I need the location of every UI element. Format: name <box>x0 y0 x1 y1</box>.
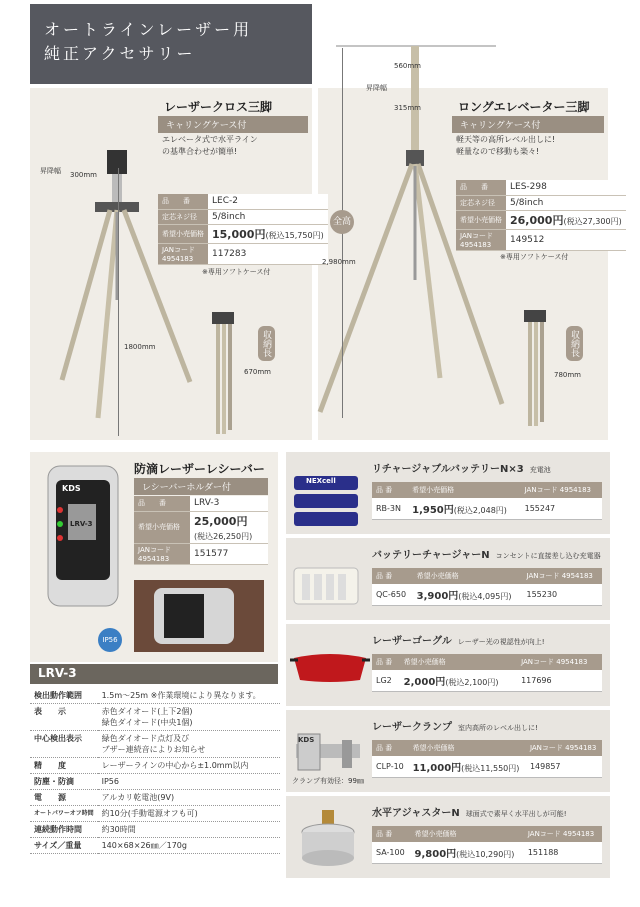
header-line1: オートラインレーザー用 <box>44 20 253 39</box>
accessory-battery <box>286 452 610 534</box>
clamp-brand: KDS <box>298 736 315 744</box>
clamp-caption: クランプ有効径：99㎜ <box>292 777 364 785</box>
receiver-title: 防滴レーザーレシーバー <box>134 462 265 476</box>
goggle-title: レーザーゴーグル レーザー光の視認性が向上! <box>372 636 545 647</box>
accessory-goggle <box>286 624 610 706</box>
header-banner <box>30 4 312 84</box>
cross-tripod-image <box>50 150 210 430</box>
battery-brand: NEXcell <box>306 477 336 485</box>
receiver-brand: KDS <box>62 484 81 493</box>
battery-title: リチャージャブルバッテリーN×3 充電池 <box>372 464 551 475</box>
long-note: ※専用ソフトケース付 <box>500 253 569 261</box>
cross-height-value: 1800mm <box>124 343 156 351</box>
adjuster-table: 品 番 希望小売価格 JANコード 4954183 SA-100 9,800円(税込10,290円) 151188 <box>372 826 602 864</box>
clamp-title: レーザークランプ 室内高所のレベル出しに! <box>372 722 538 733</box>
receiver-image <box>44 464 124 614</box>
adjuster-title: 水平アジャスターN 球面式で素早く水平出しが可能! <box>372 808 567 819</box>
ip56-badge: IP56 <box>98 628 122 652</box>
cross-title: レーザークロス三脚 <box>164 100 273 114</box>
cross-spec-table: 品 番 LEC-2 定芯ネジ径 5/8inch 希望小売価格 15,000円(税込15,750円) JANコード 4954183 117283 <box>158 194 328 265</box>
clamp-table: 品 番 希望小売価格 JANコード 4954183 CLP-10 11,000円(税込11,550円) 149857 <box>372 740 602 778</box>
cross-stored-value: 670mm <box>244 368 271 376</box>
adjuster-image <box>294 808 362 872</box>
receiver-spec-list: 検出動作範囲 1.5m〜25m ※作業環境により異なります。 表 示 赤色ダイオード(上下2個) 緑色ダイオード(中央1個) 中心検出表示 緑色ダイオード点灯及び ブザー連続音によりお知らせ 精 度 レーザーラインの中心から±1.0mm以内 防塵・防滴 IP56 電 源 アルカリ乾電池(9V) オートパワーオフ時間 約10分(手動電源オフも可) 連続動作時間 約30時間 サイズ／重量 140×68×26㎜／170g <box>30 688 280 854</box>
long-lift-value: 315mm <box>394 104 421 112</box>
long-stored-value: 780mm <box>554 371 581 379</box>
accessory-clamp <box>286 710 610 792</box>
cross-lift-label: 昇降幅 <box>40 167 61 175</box>
long-full-label: 全高 <box>330 210 354 234</box>
receiver-spec-title: LRV-3 <box>30 664 278 684</box>
receiver-model: LRV-3 <box>70 520 93 528</box>
long-top-value: 560mm <box>394 62 421 70</box>
long-desc2: 軽量なので移動も楽々! <box>456 147 540 156</box>
charger-table: 品 番 希望小売価格 JANコード 4954183 QC-650 3,900円(税込4,095円) 155230 <box>372 568 602 606</box>
long-lift-label: 昇降幅 <box>366 84 387 92</box>
long-subtitle: キャリングケース付 <box>452 116 604 133</box>
cross-note: ※専用ソフトケース付 <box>202 268 271 276</box>
accessory-charger <box>286 538 610 620</box>
long-spec-table: 品 番 LES-298 定芯ネジ径 5/8inch 希望小売価格 26,000円(税込27,300円) JANコード 4954183 149512 <box>456 180 626 251</box>
header-line2: 純正アクセサリー <box>44 44 196 63</box>
long-stored-image <box>522 310 552 430</box>
goggle-table: 品 番 希望小売価格 JANコード 4954183 LG2 2,000円(税込2,100円) 117696 <box>372 654 602 692</box>
charger-title: バッテリーチャージャーN コンセントに直接差し込む充電器 <box>372 550 601 561</box>
receiver-photo <box>134 580 264 652</box>
long-title: ロングエレベーター三脚 <box>458 100 590 114</box>
cross-stored-image <box>210 312 240 438</box>
cross-subtitle: キャリングケース付 <box>158 116 308 133</box>
long-full-value: 2,980mm <box>322 258 356 266</box>
long-stored-tag: 収納長 <box>566 326 583 361</box>
cross-height-line <box>118 168 119 436</box>
accessory-adjuster <box>286 796 610 878</box>
receiver-spec-table: 品 番 LRV-3 希望小売価格 25,000円 (税込26,250円) JANコード 4954183 151577 <box>134 496 268 565</box>
receiver-subtitle: レシーバーホルダー付 <box>134 478 268 495</box>
cross-desc1: エレベータ式で水平ライン <box>162 135 258 144</box>
cross-stored-tag: 収納長 <box>258 326 275 361</box>
battery-table: 品 番 希望小売価格 JANコード 4954183 RB-3N 1,950円(税込2,048円) 155247 <box>372 482 602 520</box>
charger-image <box>292 564 362 608</box>
cross-lift-value: 300mm <box>70 171 97 179</box>
cross-desc2: の基準合わせが簡単! <box>162 147 238 156</box>
goggle-image <box>290 648 370 688</box>
long-desc1: 軽天等の高所レベル出しに! <box>456 135 556 144</box>
